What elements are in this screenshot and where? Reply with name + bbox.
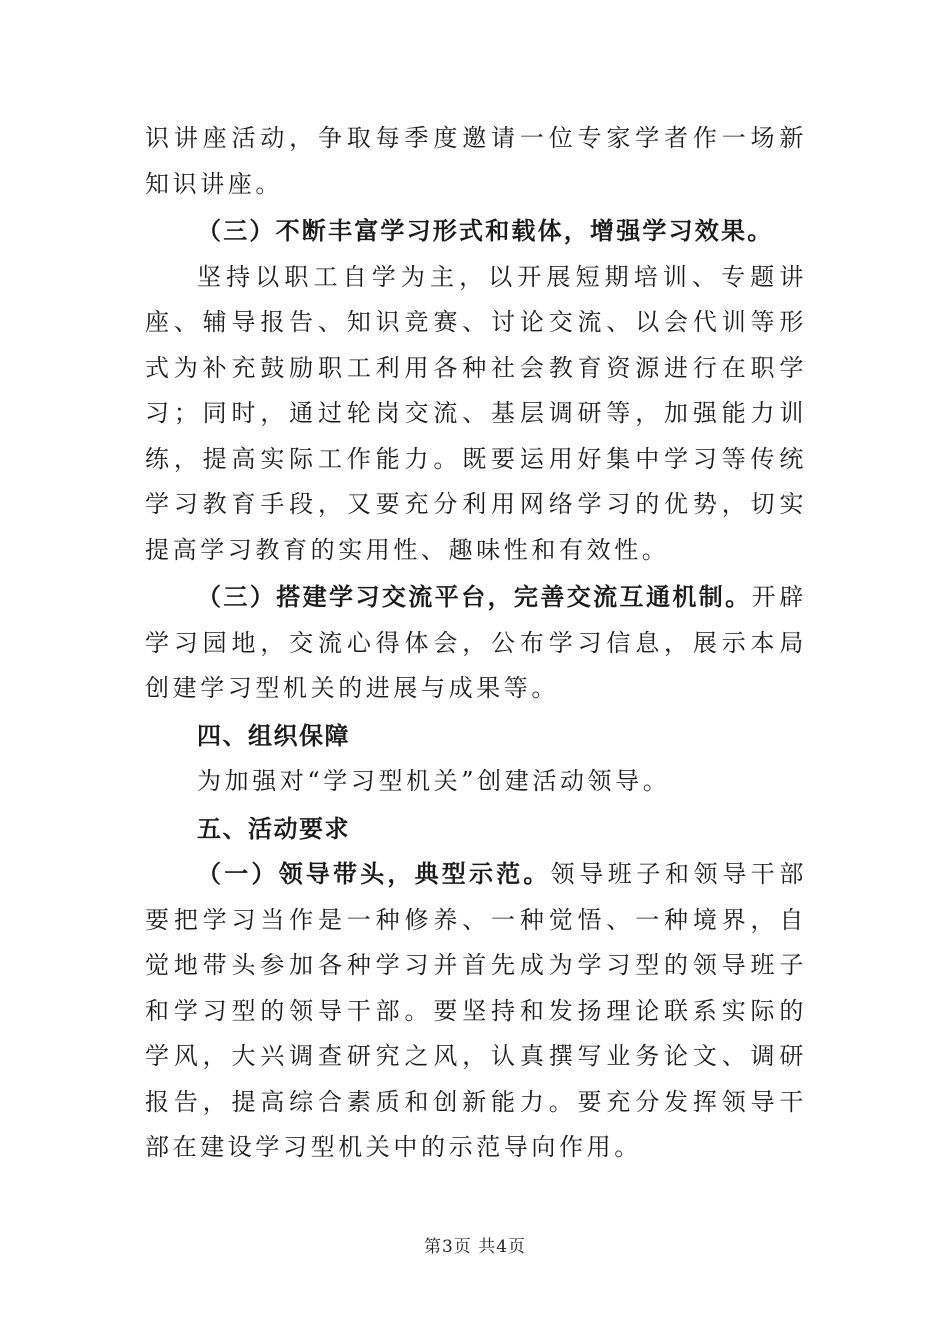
section-heading-requirements — [145, 807, 807, 853]
paragraph-text: 为加强对“学习型机关”创建活动领导。 — [197, 767, 671, 795]
page-footer: 第3页 共4页 — [423, 1237, 527, 1257]
paragraph-text: 领导班子和领导干部要把学习当作是一种修养、一种觉悟、一种境界，自觉地带头参加各种学习并首先成为学习型的领导班子和学习型的领导干部。要坚持和发扬理论联系实际的学风，大兴调查研究之风，认真撰写业务论文、调研报告，提高综合素质和创新能力。要充分发挥领导干部在建设学习型机关中的示范导向作用。 — [145, 860, 807, 1161]
paragraph-exchange-platform — [145, 575, 807, 712]
subheading-learning-forms — [145, 209, 807, 255]
paragraph-text: 识讲座活动，争取每季度邀请一位专家学者作一场新知识讲座。 — [145, 124, 807, 198]
paragraph-leadership — [145, 852, 807, 1171]
paragraph-learning-forms — [145, 255, 807, 574]
paragraph-text: 坚持以职工自学为主，以开展短期培训、专题讲座、辅导报告、知识竞赛、讨论交流、以会代训等形式为补充鼓励职工利用各种社会教育资源进行在职学习；同时，通过轮岗交流、基层调研等，加强能力训练，提高实际工作能力。既要运用好集中学习等传统学习教育手段，又要充分利用网络学习的优势，切实提高学习教育的实用性、趣味性和有效性。 — [145, 262, 807, 564]
paragraph-lead: （三）搭建学习交流平台，完善交流互通机制。 — [197, 583, 752, 611]
section-heading-text: 五、活动要求 — [197, 814, 350, 843]
document-body — [145, 116, 807, 1171]
subheading-text: （三）不断丰富学习形式和载体，增强学习效果。 — [197, 217, 774, 245]
section-heading-organization — [145, 714, 807, 760]
paragraph-lead: （一）领导带头，典型示范。 — [197, 860, 551, 888]
paragraph-lecture — [145, 116, 807, 207]
section-heading-text: 四、组织保障 — [197, 721, 350, 750]
paragraph-text: 开辟学习园地，交流心得体会，公布学习信息，展示本局创建学习型机关的进展与成果等。 — [145, 583, 808, 702]
paragraph-organization — [145, 759, 807, 805]
